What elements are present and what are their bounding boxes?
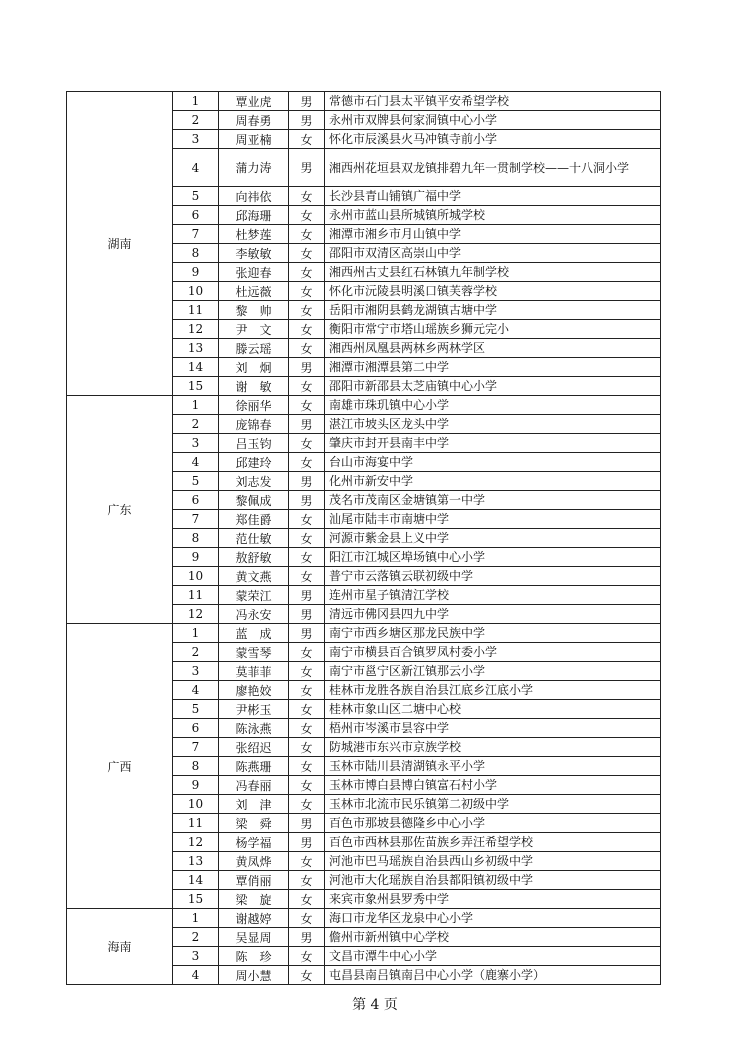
name-cell: 邱海珊: [219, 206, 289, 225]
name-cell: 黄凤烨: [219, 852, 289, 871]
row-number-cell: 2: [173, 928, 219, 947]
school-cell: 茂名市茂南区金塘镇第一中学: [325, 491, 661, 510]
name-cell: 邱建玲: [219, 453, 289, 472]
name-cell: 尹彬玉: [219, 700, 289, 719]
school-cell: 河池市大化瑶族自治县都阳镇初级中学: [325, 871, 661, 890]
school-cell: 桂林市龙胜各族自治县江底乡江底小学: [325, 681, 661, 700]
row-number-cell: 12: [173, 320, 219, 339]
gender-cell: 男: [289, 472, 325, 491]
gender-cell: 女: [289, 643, 325, 662]
row-number-cell: 6: [173, 719, 219, 738]
name-cell: 莫菲菲: [219, 662, 289, 681]
gender-cell: 男: [289, 92, 325, 111]
name-cell: 蒙雪琴: [219, 643, 289, 662]
name-cell: 李敏敏: [219, 244, 289, 263]
row-number-cell: 4: [173, 966, 219, 985]
name-cell: 杜远薇: [219, 282, 289, 301]
school-cell: 海口市龙华区龙泉中心小学: [325, 909, 661, 928]
name-cell: 周亚楠: [219, 130, 289, 149]
name-cell: 覃业虎: [219, 92, 289, 111]
name-cell: 刘志发: [219, 472, 289, 491]
gender-cell: 女: [289, 776, 325, 795]
name-cell: 张迎春: [219, 263, 289, 282]
table-row: [67, 624, 661, 643]
row-number-cell: 3: [173, 130, 219, 149]
gender-cell: 女: [289, 947, 325, 966]
table-row: [67, 396, 661, 415]
name-cell: 蒙荣江: [219, 586, 289, 605]
school-cell: 河池市巴马瑶族自治县西山乡初级中学: [325, 852, 661, 871]
school-cell: 防城港市东兴市京族学校: [325, 738, 661, 757]
row-number-cell: 9: [173, 263, 219, 282]
school-cell: 邵阳市双清区高崇山中学: [325, 244, 661, 263]
name-cell: 范仕敏: [219, 529, 289, 548]
school-cell: 清远市佛冈县四九中学: [325, 605, 661, 624]
row-number-cell: 13: [173, 339, 219, 358]
row-number-cell: 4: [173, 149, 219, 187]
gender-cell: 女: [289, 529, 325, 548]
name-cell: 蓝 成: [219, 624, 289, 643]
gender-cell: 男: [289, 586, 325, 605]
school-cell: 湘西州凤凰县两林乡两林学区: [325, 339, 661, 358]
gender-cell: 女: [289, 966, 325, 985]
school-cell: 玉林市陆川县清湖镇永平小学: [325, 757, 661, 776]
name-cell: 蒲力涛: [219, 149, 289, 187]
gender-cell: 女: [289, 510, 325, 529]
school-cell: 南宁市西乡塘区那龙民族中学: [325, 624, 661, 643]
gender-cell: 男: [289, 928, 325, 947]
row-number-cell: 4: [173, 681, 219, 700]
row-number-cell: 4: [173, 453, 219, 472]
school-cell: 怀化市辰溪县火马冲镇寺前小学: [325, 130, 661, 149]
row-number-cell: 2: [173, 111, 219, 130]
gender-cell: 女: [289, 567, 325, 586]
name-cell: 黄文燕: [219, 567, 289, 586]
school-cell: 南宁市邕宁区新江镇那云小学: [325, 662, 661, 681]
row-number-cell: 13: [173, 852, 219, 871]
name-cell: 谢越婷: [219, 909, 289, 928]
name-cell: 周春勇: [219, 111, 289, 130]
row-number-cell: 10: [173, 795, 219, 814]
row-number-cell: 3: [173, 662, 219, 681]
row-number-cell: 14: [173, 871, 219, 890]
name-cell: 杨学福: [219, 833, 289, 852]
row-number-cell: 5: [173, 700, 219, 719]
row-number-cell: 3: [173, 947, 219, 966]
school-cell: 永州市双牌县何家洞镇中心小学: [325, 111, 661, 130]
school-cell: 怀化市沅陵县明溪口镇芙蓉学校: [325, 282, 661, 301]
row-number-cell: 10: [173, 567, 219, 586]
school-cell: 湘潭市湘乡市月山镇中学: [325, 225, 661, 244]
gender-cell: 女: [289, 871, 325, 890]
gender-cell: 男: [289, 149, 325, 187]
row-number-cell: 7: [173, 510, 219, 529]
school-cell: 桂林市象山区二塘中心校: [325, 700, 661, 719]
province-cell: 海南: [67, 909, 173, 985]
gender-cell: 男: [289, 415, 325, 434]
row-number-cell: 1: [173, 909, 219, 928]
gender-cell: 女: [289, 852, 325, 871]
school-cell: 长沙县青山铺镇广福中学: [325, 187, 661, 206]
name-cell: 刘 炯: [219, 358, 289, 377]
gender-cell: 女: [289, 719, 325, 738]
row-number-cell: 5: [173, 187, 219, 206]
row-number-cell: 11: [173, 814, 219, 833]
row-number-cell: 7: [173, 225, 219, 244]
name-cell: 冯永安: [219, 605, 289, 624]
gender-cell: 女: [289, 700, 325, 719]
school-cell: 连州市星子镇清江学校: [325, 586, 661, 605]
roster-table-body: [67, 92, 661, 985]
roster-table: [66, 91, 661, 985]
table-row: [67, 92, 661, 111]
gender-cell: 男: [289, 491, 325, 510]
name-cell: 滕云瑶: [219, 339, 289, 358]
province-cell: 广西: [67, 624, 173, 909]
name-cell: 陈 珍: [219, 947, 289, 966]
gender-cell: 女: [289, 187, 325, 206]
gender-cell: 女: [289, 225, 325, 244]
row-number-cell: 9: [173, 548, 219, 567]
school-cell: 文昌市潭牛中心小学: [325, 947, 661, 966]
gender-cell: 女: [289, 339, 325, 358]
gender-cell: 女: [289, 453, 325, 472]
name-cell: 廖艳姣: [219, 681, 289, 700]
row-number-cell: 14: [173, 358, 219, 377]
school-cell: 百色市那坡县德隆乡中心小学: [325, 814, 661, 833]
gender-cell: 女: [289, 548, 325, 567]
school-cell: 阳江市江城区埠场镇中心小学: [325, 548, 661, 567]
name-cell: 徐丽华: [219, 396, 289, 415]
row-number-cell: 1: [173, 92, 219, 111]
school-cell: 化州市新安中学: [325, 472, 661, 491]
row-number-cell: 8: [173, 757, 219, 776]
gender-cell: 女: [289, 130, 325, 149]
row-number-cell: 15: [173, 377, 219, 396]
gender-cell: 女: [289, 795, 325, 814]
name-cell: 覃俏丽: [219, 871, 289, 890]
school-cell: 普宁市云落镇云联初级中学: [325, 567, 661, 586]
gender-cell: 女: [289, 282, 325, 301]
school-cell: 湘西州花垣县双龙镇排碧九年一贯制学校——十八洞小学: [325, 149, 661, 187]
school-cell: 南宁市横县百合镇罗凤村委小学: [325, 643, 661, 662]
province-cell: 湖南: [67, 92, 173, 396]
gender-cell: 男: [289, 111, 325, 130]
row-number-cell: 12: [173, 833, 219, 852]
gender-cell: 女: [289, 681, 325, 700]
gender-cell: 男: [289, 833, 325, 852]
school-cell: 常德市石门县太平镇平安希望学校: [325, 92, 661, 111]
school-cell: 永州市蓝山县所城镇所城学校: [325, 206, 661, 225]
school-cell: 河源市紫金县上义中学: [325, 529, 661, 548]
row-number-cell: 10: [173, 282, 219, 301]
name-cell: 梁 舜: [219, 814, 289, 833]
name-cell: 向祎依: [219, 187, 289, 206]
row-number-cell: 11: [173, 301, 219, 320]
name-cell: 谢 敏: [219, 377, 289, 396]
name-cell: 吴显周: [219, 928, 289, 947]
name-cell: 周小慧: [219, 966, 289, 985]
school-cell: 玉林市北流市民乐镇第二初级中学: [325, 795, 661, 814]
row-number-cell: 9: [173, 776, 219, 795]
gender-cell: 女: [289, 909, 325, 928]
school-cell: 百色市西林县那佐苗族乡弄汪希望学校: [325, 833, 661, 852]
school-cell: 衡阳市常宁市塔山瑶族乡狮元完小: [325, 320, 661, 339]
gender-cell: 女: [289, 890, 325, 909]
gender-cell: 女: [289, 757, 325, 776]
gender-cell: 男: [289, 358, 325, 377]
row-number-cell: 5: [173, 472, 219, 491]
name-cell: 陈燕珊: [219, 757, 289, 776]
row-number-cell: 1: [173, 624, 219, 643]
row-number-cell: 11: [173, 586, 219, 605]
gender-cell: 女: [289, 662, 325, 681]
gender-cell: 女: [289, 301, 325, 320]
name-cell: 吕玉钧: [219, 434, 289, 453]
name-cell: 张绍迟: [219, 738, 289, 757]
school-cell: 湛江市坡头区龙头中学: [325, 415, 661, 434]
school-cell: 湘潭市湘潭县第二中学: [325, 358, 661, 377]
name-cell: 尹 文: [219, 320, 289, 339]
school-cell: 来宾市象州县罗秀中学: [325, 890, 661, 909]
school-cell: 梧州市岑溪市昙容中学: [325, 719, 661, 738]
school-cell: 屯昌县南吕镇南吕中心小学（鹿寨小学）: [325, 966, 661, 985]
page-number: 第 4 页: [352, 997, 398, 1013]
name-cell: 黎 帅: [219, 301, 289, 320]
school-cell: 儋州市新州镇中心学校: [325, 928, 661, 947]
name-cell: 冯春丽: [219, 776, 289, 795]
name-cell: 庞锦春: [219, 415, 289, 434]
name-cell: 敖舒敏: [219, 548, 289, 567]
school-cell: 肇庆市封开县南丰中学: [325, 434, 661, 453]
row-number-cell: 12: [173, 605, 219, 624]
gender-cell: 男: [289, 624, 325, 643]
school-cell: 湘西州古丈县红石林镇九年制学校: [325, 263, 661, 282]
gender-cell: 女: [289, 244, 325, 263]
name-cell: 梁 旋: [219, 890, 289, 909]
gender-cell: 男: [289, 605, 325, 624]
school-cell: 玉林市博白县博白镇富石村小学: [325, 776, 661, 795]
name-cell: 黎佩成: [219, 491, 289, 510]
gender-cell: 女: [289, 263, 325, 282]
table-row: [67, 909, 661, 928]
name-cell: 杜梦莲: [219, 225, 289, 244]
row-number-cell: 1: [173, 396, 219, 415]
row-number-cell: 2: [173, 643, 219, 662]
gender-cell: 女: [289, 396, 325, 415]
school-cell: 南雄市珠玑镇中心小学: [325, 396, 661, 415]
row-number-cell: 8: [173, 244, 219, 263]
school-cell: 汕尾市陆丰市南塘中学: [325, 510, 661, 529]
row-number-cell: 3: [173, 434, 219, 453]
row-number-cell: 2: [173, 415, 219, 434]
name-cell: 郑佳爵: [219, 510, 289, 529]
row-number-cell: 15: [173, 890, 219, 909]
school-cell: 邵阳市新邵县太芝庙镇中心小学: [325, 377, 661, 396]
gender-cell: 女: [289, 206, 325, 225]
school-cell: 岳阳市湘阴县鹤龙湖镇古塘中学: [325, 301, 661, 320]
name-cell: 刘 津: [219, 795, 289, 814]
gender-cell: 男: [289, 814, 325, 833]
gender-cell: 女: [289, 377, 325, 396]
gender-cell: 女: [289, 434, 325, 453]
gender-cell: 女: [289, 320, 325, 339]
gender-cell: 女: [289, 738, 325, 757]
province-cell: 广东: [67, 396, 173, 624]
row-number-cell: 6: [173, 206, 219, 225]
name-cell: 陈泳燕: [219, 719, 289, 738]
row-number-cell: 6: [173, 491, 219, 510]
row-number-cell: 8: [173, 529, 219, 548]
row-number-cell: 7: [173, 738, 219, 757]
school-cell: 台山市海宴中学: [325, 453, 661, 472]
